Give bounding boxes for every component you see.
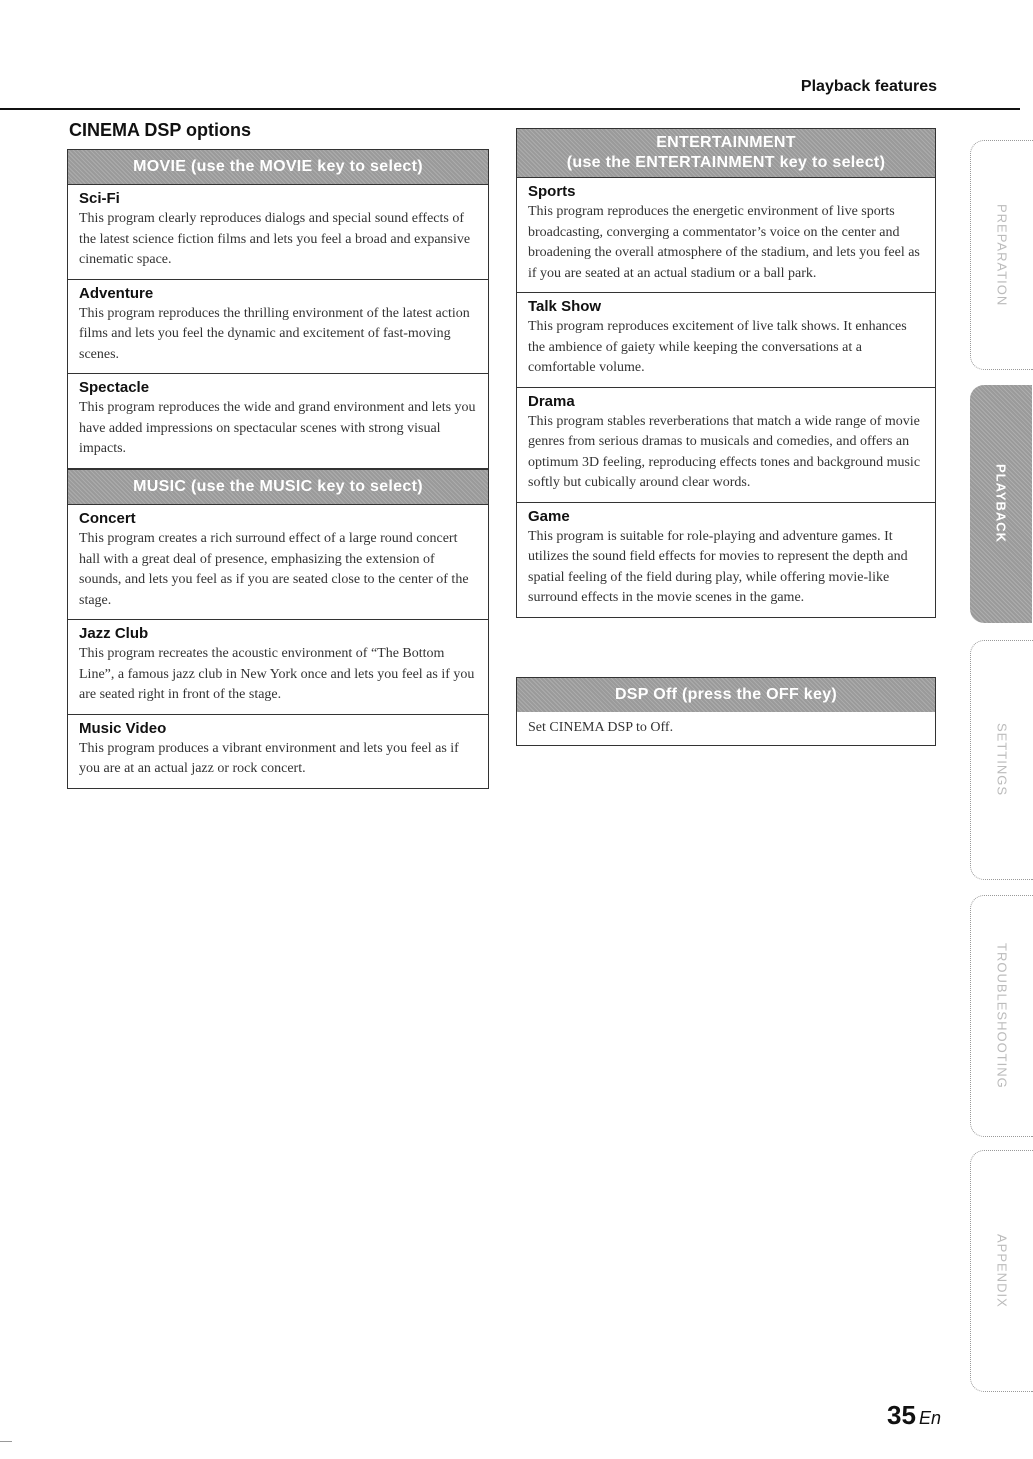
program-description: This program reproduces excitement of live talk shows. It enhances the ambience of gaiety while keeping the conversations at a comfortable volume.	[528, 319, 907, 375]
movie-panel-heading: MOVIE (use the MOVIE key to select)	[68, 150, 488, 184]
program-description: This program creates a rich surround effect of a large round concert hall with a great deal of presence, emphasizing the extension of sounds, and lets you feel as if you are seated close to the center of the stage.	[79, 531, 469, 608]
program-title: Adventure	[79, 284, 154, 302]
movie-panel	[67, 149, 489, 469]
section-title: CINEMA DSP options	[69, 120, 252, 140]
program-title: Sports	[528, 183, 576, 200]
program-description: This program reproduces the energetic environment of live sports broadcasting, converging a commentator’s voice on the center and broadening the overall atmosphere of the stadium, and lets you feel as if you are seated at an actual stadium or a ball park.	[528, 204, 920, 281]
music-panel	[67, 469, 489, 789]
program-item-sports	[517, 177, 935, 292]
program-description: This program reproduces the thrilling environment of the latest action films and lets you feel the dynamic and excitement of fast-moving scenes.	[79, 305, 470, 362]
program-item-drama	[517, 387, 935, 502]
entertainment-heading-line1: ENTERTAINMENT	[656, 134, 796, 151]
program-item-concert	[68, 504, 488, 619]
page-number-value: 35	[887, 1400, 916, 1430]
side-tab-label: TROUBLESHOOTING	[994, 943, 1010, 1089]
program-description: This program recreates the acoustic environment of “The Bottom Line”, a famous jazz club in New York once and lets you feel as if you are seated right in front of the stage.	[79, 646, 475, 702]
program-title: Game	[528, 507, 570, 525]
program-item-game	[517, 502, 935, 617]
side-tab-appendix[interactable]	[970, 1150, 1033, 1392]
side-tab-playback[interactable]	[970, 385, 1032, 623]
page-language-suffix: En	[918, 1408, 941, 1428]
program-description: This program stables reverberations that match a wide range of movie genres from serious dramas to musicals and comedies, and offers an optimum 3D feeling, reproducing effects tones and background music softly but cubically around clear words.	[528, 413, 921, 490]
program-description: This program reproduces the wide and grand environment and lets you have added impressions on spectacular scenes with strong visual impacts.	[79, 400, 476, 456]
program-title: Concert	[79, 510, 136, 527]
program-description: This program is suitable for role-playing and adventure games. It utilizes the sound field effects for movies to represent the depth and spatial feeling of the field during play, while offering movie-like surround effects in the movie scenes in the game.	[528, 528, 908, 605]
program-item-music-video	[68, 714, 488, 788]
dsp-off-description: Set CINEMA DSP to Off.	[528, 720, 674, 735]
side-tab-preparation[interactable]	[970, 140, 1033, 370]
running-header: Playback features	[800, 78, 937, 95]
side-tab-label: SETTINGS	[994, 723, 1010, 797]
music-panel-heading: MUSIC (use the MUSIC key to select)	[68, 470, 488, 504]
program-item-spectacle	[68, 373, 488, 468]
side-tab-label: APPENDIX	[994, 1234, 1010, 1308]
entertainment-panel	[516, 128, 936, 618]
program-title: Talk Show	[528, 298, 602, 315]
entertainment-heading-line2: (use the ENTERTAINMENT key to select)	[566, 154, 886, 171]
side-tab-label: PLAYBACK	[993, 464, 1009, 544]
program-title: Sci-Fi	[79, 190, 120, 207]
header-rule	[0, 108, 1020, 110]
side-tab-label: PREPARATION	[994, 203, 1010, 307]
program-description: This program produces a vibrant environment and lets you feel as if you are at an actual jazz or rock concert.	[79, 740, 459, 776]
dsp-off-panel	[516, 677, 936, 746]
side-tab-troubleshooting[interactable]	[970, 895, 1033, 1137]
program-title: Spectacle	[79, 379, 150, 396]
program-title: Music Video	[79, 719, 167, 737]
dsp-off-panel-heading: DSP Off (press the OFF key)	[517, 678, 935, 712]
program-title: Jazz Club	[79, 625, 149, 642]
program-item-jazz-club	[68, 619, 488, 714]
program-description: This program clearly reproduces dialogs and special sound effects of the latest science fiction films and lets you feel a broad and expansive cinematic space.	[79, 211, 471, 267]
program-title: Drama	[528, 392, 575, 410]
program-item-adventure	[68, 279, 488, 374]
side-tab-settings[interactable]	[970, 640, 1033, 880]
program-item-sci-fi	[68, 184, 488, 279]
entertainment-panel-heading	[517, 129, 935, 177]
margin-mark	[0, 1441, 12, 1442]
program-item-talk-show	[517, 292, 935, 387]
page-number	[887, 1400, 941, 1431]
